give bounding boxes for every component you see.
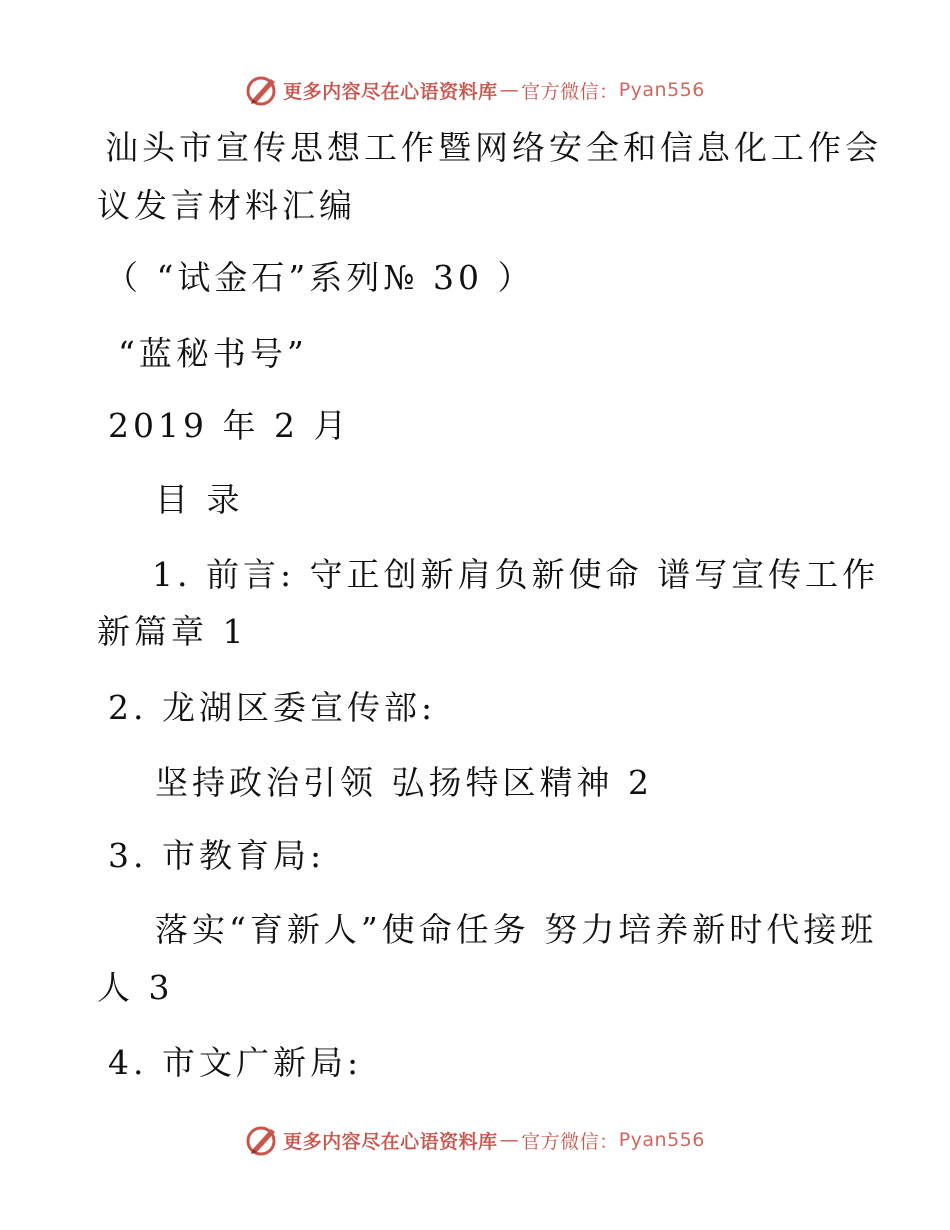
- document-date: 2019 年 2 月: [108, 406, 351, 445]
- watermark-wechat-label: 官方微信：: [521, 80, 619, 103]
- watermark-wechat-id: Pyan556: [618, 79, 705, 101]
- watermark-text: 更多内容尽在心语资料库: [283, 80, 498, 103]
- watermark-text: 更多内容尽在心语资料库: [283, 1130, 498, 1153]
- toc-item-4-org: 4. 市文广新局:: [108, 1043, 363, 1082]
- document-title-line2: 议发言材料汇编: [97, 186, 356, 225]
- toc-item-3-title-line1: 落实“育新人”使命任务 努力培养新时代接班: [155, 910, 878, 949]
- footer-watermark: [0, 1120, 950, 1160]
- toc-item-1-line1: 1. 前言: 守正创新肩负新使命 谱写宣传工作: [152, 555, 880, 594]
- toc-item-2-title: 坚持政治引领 弘扬特区精神 2: [155, 763, 653, 802]
- toc-item-1-line2: 新篇章 1: [97, 612, 248, 651]
- document-title-line1: 汕头市宣传思想工作暨网络安全和信息化工作会: [105, 128, 882, 167]
- header-watermark: [0, 70, 950, 110]
- watermark-separator: —: [499, 79, 520, 101]
- toc-item-2-org: 2. 龙湖区委宣传部:: [108, 688, 437, 727]
- pen-logo-icon: [245, 1123, 279, 1157]
- watermark-wechat-id: Pyan556: [618, 1129, 705, 1151]
- toc-item-3-org: 3. 市教育局:: [108, 836, 326, 875]
- publisher-label: “蓝秘书号”: [118, 334, 308, 373]
- watermark-separator: —: [499, 1129, 520, 1151]
- series-label: （ “试金石”系列№ 30 ）: [105, 258, 535, 297]
- toc-item-3-title-line2: 人 3: [97, 968, 174, 1007]
- watermark-wechat-label: 官方微信：: [521, 1130, 619, 1153]
- toc-heading: 目 录: [155, 480, 244, 519]
- pen-logo-icon: [245, 73, 279, 107]
